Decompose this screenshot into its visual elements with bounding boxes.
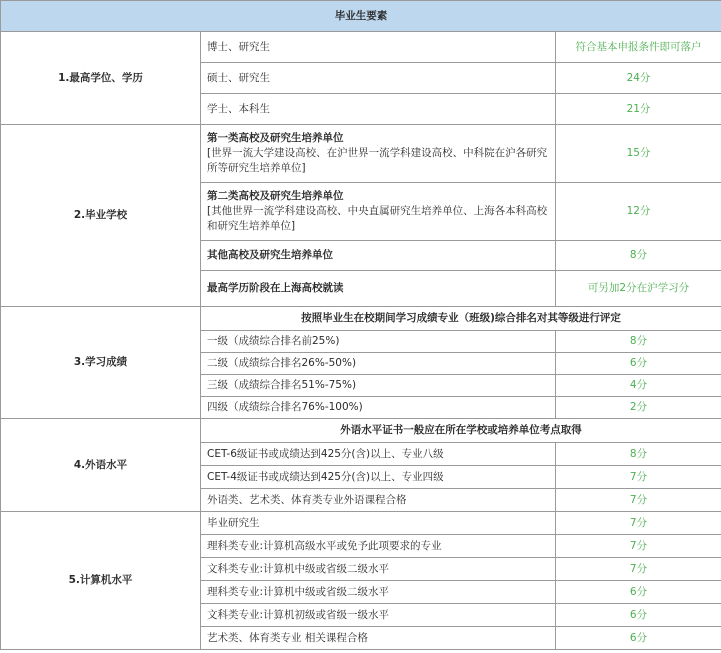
row-label: 博士、研究生 <box>201 32 556 63</box>
row-label: 文科类专业:计算机初级或省级一级水平 <box>201 604 556 627</box>
row-value: 7分 <box>556 535 721 558</box>
row-label: 二级（成绩综合排名26%-50%) <box>201 353 556 375</box>
row-value: 7分 <box>556 489 721 512</box>
table-header-row <box>1 1 721 32</box>
row-label: 毕业研究生 <box>201 512 556 535</box>
row-value: 6分 <box>556 581 721 604</box>
row-label: 学士、本科生 <box>201 94 556 125</box>
row-value: 8分 <box>556 241 721 271</box>
row-value: 6分 <box>556 604 721 627</box>
section-subheader: 外语水平证书一般应在所在学校或培养单位考点取得 <box>201 419 721 443</box>
table-row <box>1 307 721 331</box>
category-computer: 5.计算机水平 <box>1 512 201 650</box>
row-value: 符合基本申报条件即可落户 <box>556 32 721 63</box>
row-value: 6分 <box>556 353 721 375</box>
row-value: 7分 <box>556 466 721 489</box>
row-value: 2分 <box>556 397 721 419</box>
row-title: 第二类高校及研究生培养单位 <box>207 190 344 202</box>
row-title: 第一类高校及研究生培养单位 <box>207 132 344 144</box>
category-degree: 1.最高学位、学历 <box>1 32 201 125</box>
category-language: 4.外语水平 <box>1 419 201 512</box>
row-label: 文科类专业:计算机中级或省级二级水平 <box>201 558 556 581</box>
category-school: 2.毕业学校 <box>1 125 201 307</box>
row-label: 一级（成绩综合排名前25%) <box>201 331 556 353</box>
row-detail: [其他世界一流学科建设高校、中央直属研究生培养单位、上海各本科高校和研究生培养单位] <box>207 205 548 232</box>
row-label <box>201 183 556 241</box>
row-value: 8分 <box>556 443 721 466</box>
row-label: 艺术类、体育类专业 相关课程合格 <box>201 627 556 650</box>
row-label: CET-4级证书或成绩达到425分(含)以上、专业四级 <box>201 466 556 489</box>
row-value: 4分 <box>556 375 721 397</box>
row-value: 7分 <box>556 558 721 581</box>
row-detail: [世界一流大学建设高校、在沪世界一流学科建设高校、中科院在沪各研究所等研究生培养单位] <box>207 147 548 174</box>
row-value: 7分 <box>556 512 721 535</box>
row-value: 12分 <box>556 183 721 241</box>
row-value: 21分 <box>556 94 721 125</box>
row-value: 可另加2分在沪学习分 <box>556 271 721 307</box>
row-label: 四级（成绩综合排名76%-100%) <box>201 397 556 419</box>
row-title: 最高学历阶段在上海高校就读 <box>201 271 556 307</box>
table-row <box>1 512 721 535</box>
row-value: 6分 <box>556 627 721 650</box>
table-title: 毕业生要素 <box>1 1 721 32</box>
table-row <box>1 125 721 183</box>
table-row <box>1 419 721 443</box>
row-label: 理科类专业:计算机高级水平或免予此项要求的专业 <box>201 535 556 558</box>
row-value: 24分 <box>556 63 721 94</box>
row-label: 硕士、研究生 <box>201 63 556 94</box>
row-label: 理科类专业:计算机中级或省级二级水平 <box>201 581 556 604</box>
row-label: 三级（成绩综合排名51%-75%) <box>201 375 556 397</box>
section-subheader: 按照毕业生在校期间学习成绩专业（班级)综合排名对其等级进行评定 <box>201 307 721 331</box>
row-label: CET-6级证书或成绩达到425分(含)以上、专业八级 <box>201 443 556 466</box>
row-label <box>201 125 556 183</box>
row-value: 15分 <box>556 125 721 183</box>
category-grades: 3.学习成绩 <box>1 307 201 419</box>
row-label: 外语类、艺术类、体育类专业外语课程合格 <box>201 489 556 512</box>
row-value: 8分 <box>556 331 721 353</box>
row-title: 其他高校及研究生培养单位 <box>201 241 556 271</box>
table-row <box>1 32 721 63</box>
